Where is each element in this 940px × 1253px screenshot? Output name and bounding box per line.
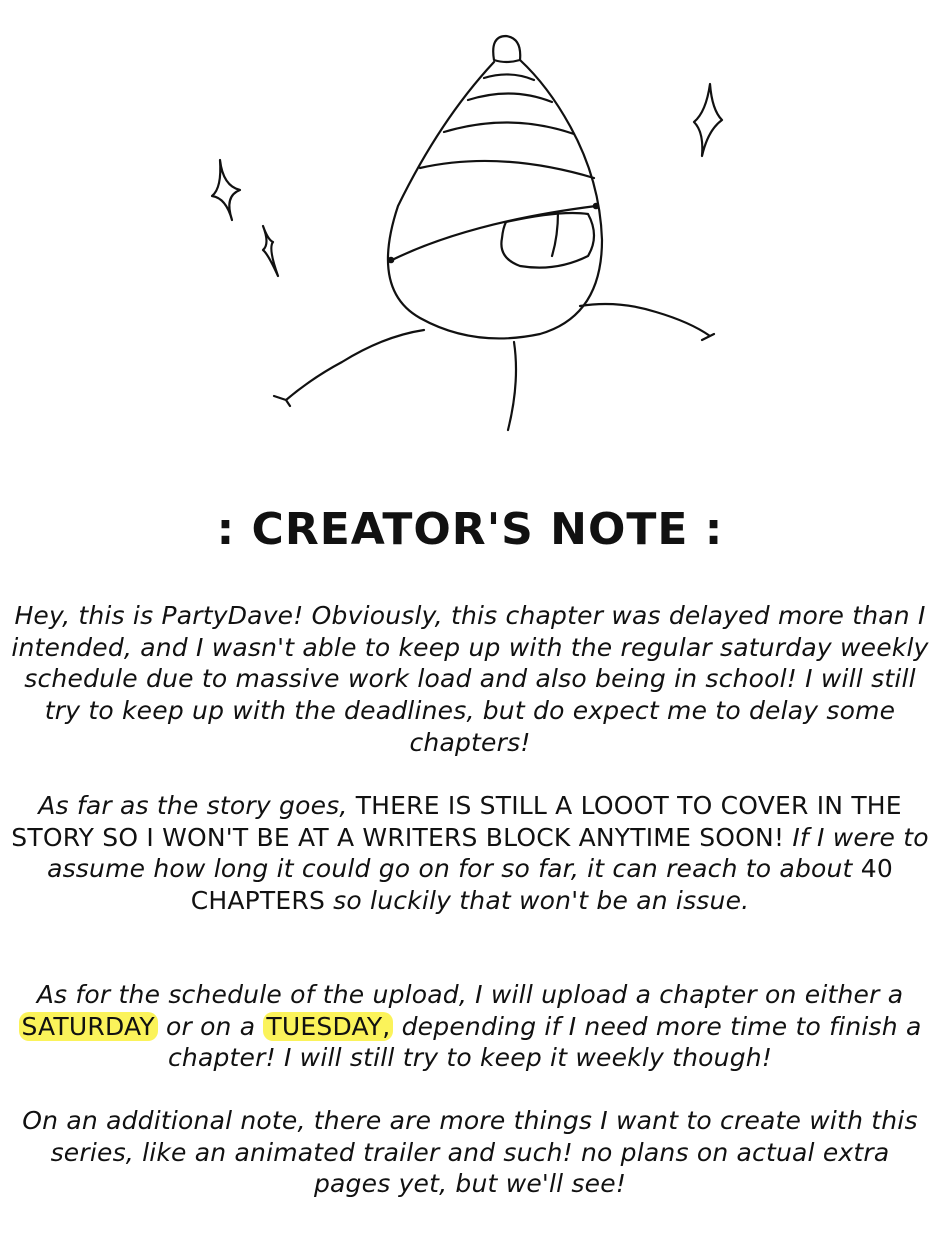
schedule-text-start: As for the schedule of the upload, I will upload a chapter on either a xyxy=(36,980,904,1009)
party-hat-character-drawing xyxy=(0,0,940,460)
schedule-text-middle: or on a xyxy=(157,1011,264,1041)
sparkle-icon xyxy=(694,84,722,156)
note-paragraph-schedule xyxy=(10,979,930,1074)
story-text-middle: If I were to assume how long it could go on for so far, it can reach to about xyxy=(47,822,929,884)
story-text-caps: THERE IS STILL A LOOOT TO COVER IN THE STORY SO I WON'T BE AT A WRITERS BLOCK ANYTIME SOON! xyxy=(11,791,902,852)
body xyxy=(508,342,516,430)
schedule-text-end: depending if I need more time to finish a chapter! I will still try to keep it weekly though! xyxy=(167,1011,922,1073)
story-text-start: As far as the story goes, xyxy=(38,791,356,820)
note-paragraph-intro: Hey, this is PartyDave! Obviously, this chapter was delayed more than I intended, and I wasn't able to keep up with the regular saturday weekly schedule due to massive work load and also being in school! I will still try to keep up with the deadlines, but do expect me to delay some chapters! xyxy=(11,601,929,757)
left-arm xyxy=(274,330,424,406)
highlight-saturday: SATURDAY xyxy=(19,1012,158,1041)
chapter-count: 40 CHAPTERS xyxy=(190,854,893,916)
page-title: : CREATOR'S NOTE : xyxy=(216,504,724,555)
sparkle-icon xyxy=(212,160,240,220)
pompom xyxy=(493,36,520,62)
story-text-end: so luckily that won't be an issue. xyxy=(325,886,750,916)
note-paragraph-story xyxy=(10,790,930,917)
right-arm xyxy=(580,304,714,340)
sparkle-icon xyxy=(263,226,278,276)
highlight-tuesday: TUESDAY, xyxy=(263,1012,393,1041)
head-outline xyxy=(388,60,602,338)
eye xyxy=(501,213,594,268)
note-paragraph-additional: On an additional note, there are more things I want to create with this series, like an animated trailer and such! no plans on actual extra pages yet, but we'll see! xyxy=(22,1106,918,1199)
